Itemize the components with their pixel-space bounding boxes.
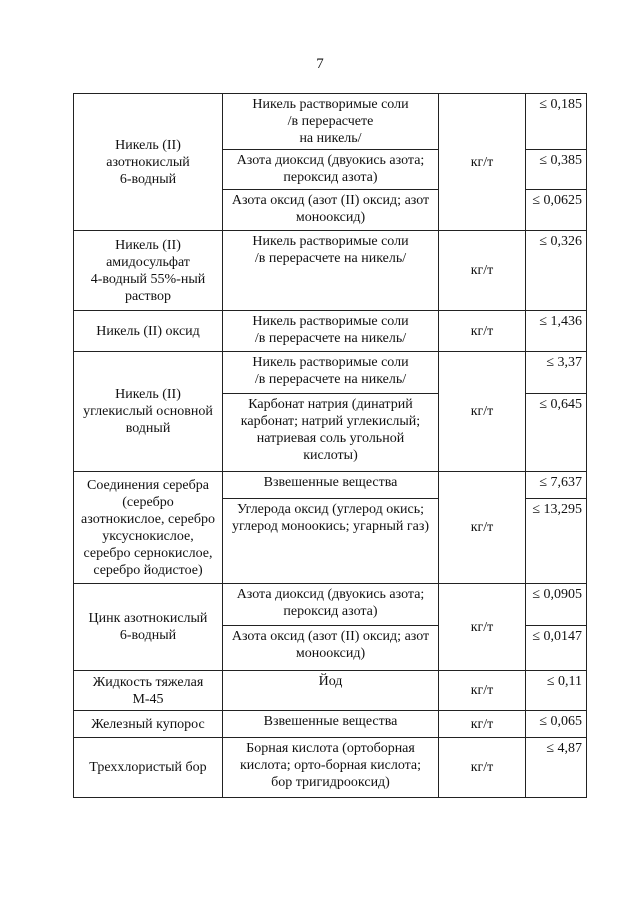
table-row xyxy=(74,711,587,738)
unit-cell: кг/т xyxy=(470,760,494,775)
substance-cell: Никель (II) азотнокислый 6-водный xyxy=(106,137,190,187)
pollutant-cell: Йод xyxy=(318,674,343,689)
table-row xyxy=(74,231,587,311)
substance-cell: Железный купорос xyxy=(91,716,205,732)
pollutant-cell: Карбонат натрия (динатрий карбонат; натрий углекислый; натриевая соль угольной кислоты) xyxy=(240,397,421,463)
pollutant-cell: Азота диоксид (двуокись азота; пероксид азота) xyxy=(236,153,425,185)
pollutant-cell: Никель растворимые соли /в перерасчете на никель/ xyxy=(252,97,409,146)
value-cell: ≤ 0,065 xyxy=(539,714,582,729)
pollutant-cell: Взвешенные вещества xyxy=(263,475,398,490)
pollutant-cell: Борная кислота (ортоборная кислота; орто-борная кислота; бор тригидрооксид) xyxy=(239,741,422,790)
pollutant-cell: Никель растворимые соли /в перерасчете на никель/ xyxy=(252,314,409,346)
value-cell: ≤ 0,11 xyxy=(546,674,582,689)
unit-cell: кг/т xyxy=(470,683,494,698)
value-cell: ≤ 1,436 xyxy=(539,314,582,329)
unit-cell: кг/т xyxy=(470,404,494,419)
value-cell: ≤ 0,185 xyxy=(539,97,582,112)
pollutant-cell: Взвешенные вещества xyxy=(263,714,398,729)
table-row xyxy=(74,311,587,352)
table-row xyxy=(74,738,587,798)
substance-cell: Никель (II) углекислый основной водный xyxy=(83,387,213,436)
unit-cell: кг/т xyxy=(470,619,494,635)
substance-cell: Жидкость тяжелая М-45 xyxy=(92,674,204,707)
value-cell: ≤ 0,645 xyxy=(539,397,582,412)
pollutant-cell: Углерода оксид (углерод окись; углерод моноокись; угарный газ) xyxy=(231,502,430,534)
substance-cell: Цинк азотнокислый 6-водный xyxy=(88,611,208,643)
substance-cell: Соединения серебра (серебро азотнокислое, серебро уксуснокислое, серебро сернокислое, серебро йодистое) xyxy=(81,477,215,578)
emissions-table xyxy=(73,93,587,798)
pollutant-cell: Азота оксид (азот (II) оксид; азот монооксид) xyxy=(231,193,430,225)
unit-cell: кг/т xyxy=(470,520,494,535)
pollutant-cell: Никель растворимые соли /в перерасчете на никель/ xyxy=(252,355,409,387)
value-cell: ≤ 7,637 xyxy=(539,475,582,490)
table-row xyxy=(74,671,587,711)
pollutant-cell: Никель растворимые соли /в перерасчете на никель/ xyxy=(252,234,409,266)
value-cell: ≤ 0,326 xyxy=(539,234,582,249)
table-row xyxy=(74,584,587,626)
value-cell: ≤ 0,385 xyxy=(539,153,582,168)
unit-cell: кг/т xyxy=(470,154,494,170)
table-row xyxy=(74,472,587,499)
table-row xyxy=(74,94,587,150)
value-cell: ≤ 13,295 xyxy=(532,502,582,517)
substance-cell: Треххлористый бор xyxy=(89,760,207,775)
substance-cell: Никель (II) амидосульфат 4-водный 55%-ный раствор xyxy=(90,237,206,304)
value-cell: ≤ 3,37 xyxy=(546,355,582,370)
value-cell: ≤ 0,0147 xyxy=(532,629,582,644)
emissions-table-body xyxy=(74,94,587,798)
value-cell: ≤ 0,0625 xyxy=(532,193,582,208)
unit-cell: кг/т xyxy=(470,323,494,339)
page-number: 7 xyxy=(316,56,324,72)
unit-cell: кг/т xyxy=(470,716,494,732)
value-cell: ≤ 0,0905 xyxy=(532,587,582,602)
substance-cell: Никель (II) оксид xyxy=(96,323,200,339)
unit-cell: кг/т xyxy=(470,263,494,278)
pollutant-cell: Азота оксид (азот (II) оксид; азот монооксид) xyxy=(231,629,430,661)
value-cell: ≤ 4,87 xyxy=(546,741,582,756)
pollutant-cell: Азота диоксид (двуокись азота; пероксид азота) xyxy=(236,587,425,619)
table-row xyxy=(74,352,587,394)
